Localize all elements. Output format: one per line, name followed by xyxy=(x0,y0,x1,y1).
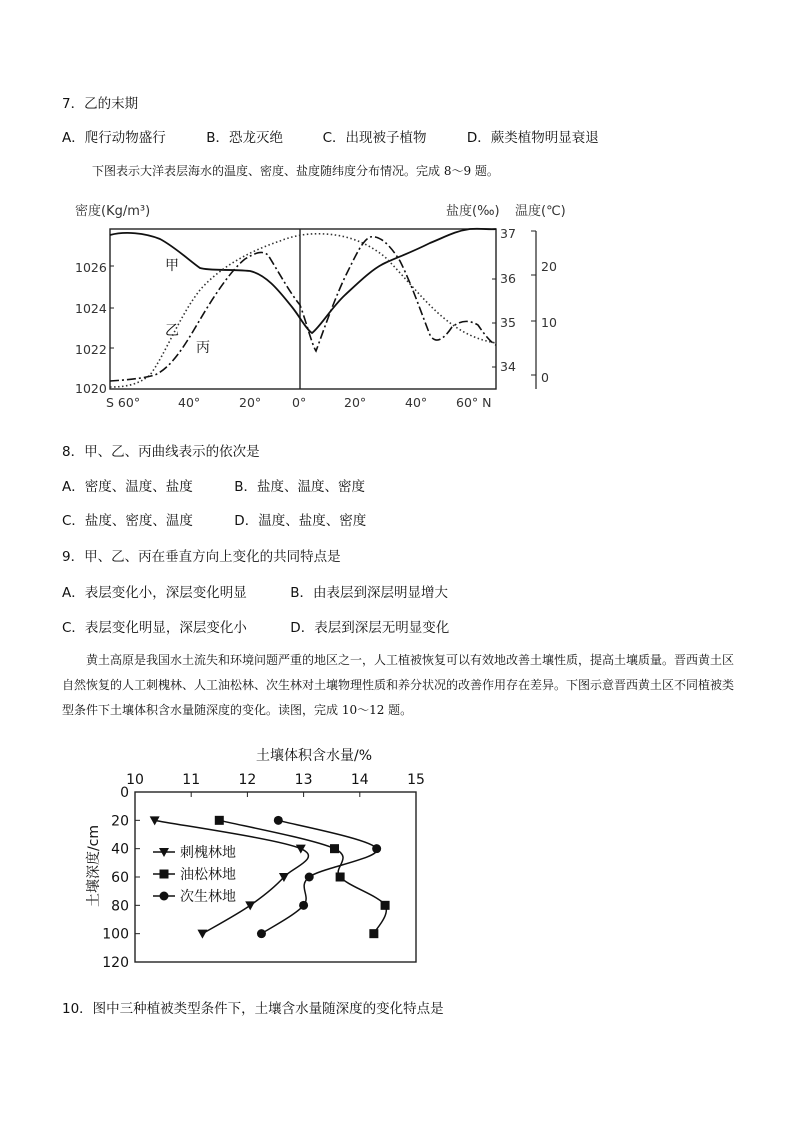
series-line-1 xyxy=(219,820,386,933)
q9-option-c: C．表层变化明显，深层变化小 xyxy=(62,620,247,636)
x-tick-label: 14 xyxy=(350,772,369,788)
data-point xyxy=(372,844,381,853)
legend-label: 刺槐林地 xyxy=(180,845,236,861)
label-jia: 甲 xyxy=(165,258,179,274)
y-tick-label: 120 xyxy=(102,955,129,971)
curve-jia xyxy=(110,229,496,333)
data-point xyxy=(245,901,255,910)
y-tick-label: 40 xyxy=(111,841,129,858)
y-tick-label: 0 xyxy=(120,785,129,801)
salinity-tick: 35 xyxy=(500,315,516,330)
data-point xyxy=(197,930,207,939)
q8-option-c: C．盐度、密度、温度 xyxy=(62,513,193,529)
temperature-axis-title: 温度(℃) xyxy=(515,204,566,219)
data-point xyxy=(369,929,378,938)
q7-option-b: B．恐龙灭绝 xyxy=(206,130,284,146)
y-tick-label: 100 xyxy=(102,926,129,943)
density-tick: 1020 xyxy=(75,381,107,396)
salinity-tick: 34 xyxy=(500,359,516,374)
x-tick-label: 10 xyxy=(126,772,144,788)
latitude-tick: 40° xyxy=(405,395,428,410)
intro-10-12: 黄土高原是我国水土流失和环境问题严重的地区之一，人工植被恢复可以有效地改善土壤性质，提高土壤质量。晋西黄土区自然恢复的人工刺槐林、人工油松林、次生林对土壤物理性质和养分状况的改善作用存在差异。下图示意晋西黄土区不同植被类型条件下土壤体积含水量随深度的变化。读图，完成 10～12 题。 xyxy=(62,653,735,717)
q7-option-a: A．爬行动物盛行 xyxy=(62,130,166,146)
x-tick-label: 13 xyxy=(294,772,313,788)
q8-option-b: B．盐度、温度、密度 xyxy=(234,479,366,495)
q9-option-b: B．由表层到深层明显增大 xyxy=(290,585,449,601)
latitude-tick: 0° xyxy=(292,395,307,410)
latitude-tick: S 60° xyxy=(106,395,141,410)
x-tick-label: 11 xyxy=(182,772,201,788)
q8-options-row2 xyxy=(62,509,366,529)
salinity-axis-title: 盐度(‰) xyxy=(446,204,500,219)
legend-marker xyxy=(160,892,169,901)
y-tick-label: 60 xyxy=(111,870,129,886)
data-point xyxy=(381,901,390,910)
label-yi: 乙 xyxy=(165,323,179,339)
curve-yi xyxy=(110,234,496,387)
y-tick-label: 80 xyxy=(111,898,129,915)
temperature-tick: 0 xyxy=(541,370,549,385)
q7-stem: 7．乙的末期 xyxy=(62,96,139,112)
y-axis-label: 土壤深度/cm xyxy=(86,824,102,908)
label-bing: 丙 xyxy=(196,340,210,356)
density-tick: 1026 xyxy=(75,260,107,275)
series-line-2 xyxy=(261,820,377,933)
y-tick-label: 20 xyxy=(111,813,129,830)
legend-marker xyxy=(160,870,169,879)
q9-options-row1 xyxy=(62,581,448,601)
legend-label: 油松林地 xyxy=(180,867,236,883)
q9-options-row2 xyxy=(62,616,449,636)
chart-title: 土壤体积含水量/% xyxy=(255,748,373,764)
density-axis-title: 密度(Kg/m³) xyxy=(75,204,151,219)
density-tick: 1022 xyxy=(75,342,107,357)
q7-option-c: C．出现被子植物 xyxy=(322,130,427,146)
latitude-tick: 20° xyxy=(344,395,367,410)
q7-options xyxy=(62,126,599,146)
intro-8-9: 下图表示大洋表层海水的温度、密度、盐度随纬度分布情况。完成 8～9 题。 xyxy=(92,164,499,178)
plot-frame xyxy=(110,229,496,389)
density-tick: 1024 xyxy=(75,301,107,316)
latitude-tick: 20° xyxy=(239,395,262,410)
q8-stem: 8．甲、乙、丙曲线表示的依次是 xyxy=(62,444,260,460)
q9-stem: 9．甲、乙、丙在垂直方向上变化的共同特点是 xyxy=(62,549,341,565)
salinity-tick: 36 xyxy=(500,271,516,286)
salinity-tick: 37 xyxy=(500,226,516,241)
q10-stem: 10．图中三种植被类型条件下，土壤含水量随深度的变化特点是 xyxy=(62,1001,444,1017)
data-point xyxy=(296,845,306,854)
data-point xyxy=(330,844,339,853)
q8-option-d: D．温度、盐度、密度 xyxy=(234,513,367,529)
x-tick-label: 12 xyxy=(238,772,257,788)
q8-option-a: A．密度、温度、盐度 xyxy=(62,479,193,495)
temperature-tick: 10 xyxy=(541,315,557,330)
data-point xyxy=(305,873,314,882)
data-point xyxy=(274,816,283,825)
data-point xyxy=(299,901,308,910)
legend-label: 次生林地 xyxy=(180,889,236,905)
latitude-tick: 60° N xyxy=(456,395,492,410)
soil-moisture-chart xyxy=(0,740,794,975)
ocean-surface-chart xyxy=(0,195,794,425)
data-point xyxy=(336,873,345,882)
q8-options-row1 xyxy=(62,475,365,495)
q9-option-a: A．表层变化小，深层变化明显 xyxy=(62,585,247,601)
q7-option-d: D．蕨类植物明显衰退 xyxy=(466,130,599,146)
data-point xyxy=(257,929,266,938)
x-tick-label: 15 xyxy=(407,772,425,788)
q9-option-d: D．表层到深层无明显变化 xyxy=(290,620,450,636)
data-point xyxy=(215,816,224,825)
latitude-tick: 40° xyxy=(178,395,201,410)
temperature-tick: 20 xyxy=(541,259,557,274)
